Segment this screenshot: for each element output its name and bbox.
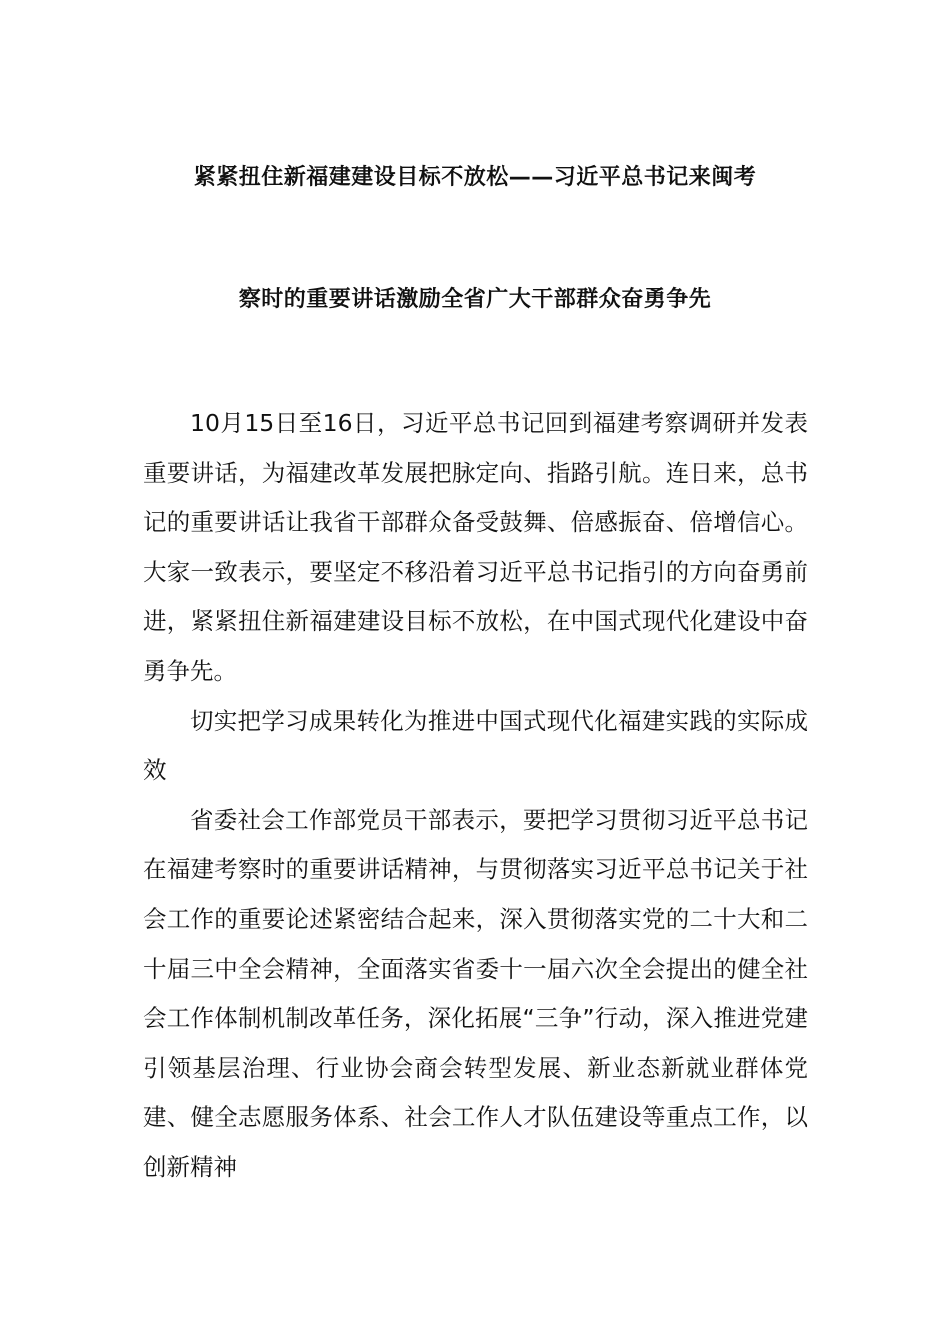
- paragraph-intro: 10月15日至16日，习近平总书记回到福建考察调研并发表重要讲话，为福建改革发展把脉定向、指路引航。连日来，总书记的重要讲话让我省干部群众备受鼓舞、倍感振奋、倍增信心。大家一致表示，要坚定不移沿着习近平总书记指引的方向奋勇前进，紧紧扭住新福建建设目标不放松，在中国式现代化建设中奋勇争先。: [143, 409, 808, 685]
- document-title-line-2: 察时的重要讲话激励全省广大干部群众奋勇争先: [238, 287, 712, 312]
- paragraph-subheading: 切实把学习成果转化为推进中国式现代化福建实践的实际成效: [143, 706, 808, 785]
- document-title-line-1: 紧紧扭住新福建建设目标不放松——习近平总书记来闽考: [193, 165, 757, 190]
- paragraph-social-work-department: 省委社会工作部党员干部表示，要把学习贯彻习近平总书记在福建考察时的重要讲话精神，与贯彻落实习近平总书记关于社会工作的重要论述紧密结合起来，深入贯彻落实党的二十大和二十届三中全会精神，全面落实省委十一届六次全会提出的健全社会工作体制机制改革任务，深化拓展“三争”行动，深入推进党建引领基层治理、行业协会商会转型发展、新业态新就业群体党建、健全志愿服务体系、社会工作人才队伍建设等重点工作，以创新精神: [143, 805, 808, 1181]
- document-body: [143, 399, 808, 1193]
